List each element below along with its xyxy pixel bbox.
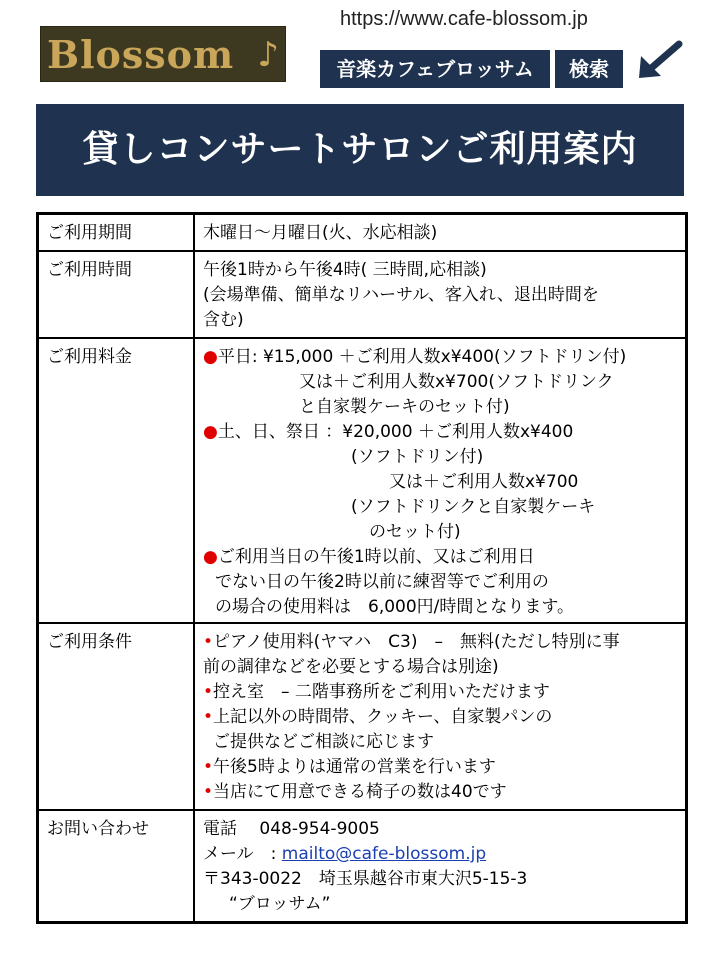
red-bullet-icon: • <box>203 707 214 727</box>
time-line: (会場準備、簡単なリハーサル、客入れ、退出時間を <box>203 285 599 305</box>
page-title-banner: 貸しコンサートサロンご利用案内 <box>36 104 684 196</box>
time-line: 含む) <box>203 310 244 330</box>
fee-weekend-line <box>203 420 677 445</box>
arrow-down-left-icon <box>635 40 683 82</box>
mail-label: メール : <box>203 844 277 864</box>
red-bullet-icon: • <box>203 782 214 802</box>
site-url[interactable]: https://www.cafe-blossom.jp <box>340 8 588 30</box>
blossom-logo[interactable] <box>40 26 286 82</box>
fee-text: 土、日、祭日 ：¥20,000 ＋ご利用人数x¥400 <box>217 422 574 442</box>
fee-weekday-line: 又は＋ご利用人数x¥700(ソフトドリンク <box>299 372 614 392</box>
row-time <box>38 251 687 338</box>
period-value: 木曜日～月曜日(火、水応相談) <box>194 214 687 252</box>
condition-item <box>203 680 677 705</box>
red-bullet-icon: • <box>203 632 214 652</box>
condition-item <box>203 630 677 655</box>
music-note-icon: ♪ <box>257 35 279 75</box>
fee-practice-line: の場合の使用料は 6,000円/時間となります。 <box>215 597 575 617</box>
condition-text: 当店にて用意できる椅子の数は40です <box>213 782 507 802</box>
condition-text: 午後5時よりは通常の営業を行います <box>213 757 496 777</box>
search-button[interactable]: 検索 <box>555 50 623 88</box>
row-fee <box>38 338 687 623</box>
logo-text: Blossom <box>47 32 235 77</box>
red-bullet-icon: ● <box>203 547 218 567</box>
condition-text: ピアノ使用料(ヤマハ C3) – 無料(ただし特別に事 <box>213 632 620 652</box>
time-label: ご利用時間 <box>38 251 195 338</box>
condition-item-cont: 前の調律などを必要とする場合は別途) <box>203 657 499 677</box>
fee-weekend-line: (ソフトドリンクと自家製ケーキ <box>351 497 596 517</box>
row-conditions <box>38 623 687 810</box>
fee-weekday-line: と自家製ケーキのセット付) <box>299 397 510 417</box>
fee-value <box>194 338 687 623</box>
condition-text: 控え室 – 二階事務所をご利用いただけます <box>213 682 550 702</box>
contact-label: お問い合わせ <box>38 810 195 923</box>
contact-address: 〒343-0022 埼玉県越谷市東大沢5-15-3 <box>203 869 528 889</box>
fee-weekend-line: (ソフトドリン付) <box>351 447 484 467</box>
condition-item-cont: ご提供などご相談に応じます <box>213 732 434 752</box>
red-bullet-icon: ● <box>203 422 218 442</box>
red-bullet-icon: ● <box>203 347 218 367</box>
contact-mail <box>203 842 677 867</box>
fee-weekday-line <box>203 345 677 370</box>
time-line: 午後1時から午後4時( 三時間,応相談) <box>203 260 487 280</box>
condition-item <box>203 705 677 730</box>
fee-weekend-line: のセット付) <box>369 522 461 542</box>
row-contact <box>38 810 687 923</box>
condition-text: 上記以外の時間帯、クッキー、自家製パンの <box>213 707 553 727</box>
fee-label: ご利用料金 <box>38 338 195 623</box>
contact-name: “ブロッサム” <box>229 894 331 914</box>
condition-item <box>203 755 677 780</box>
fee-practice-line <box>203 545 677 570</box>
row-period <box>38 214 687 252</box>
conditions-value <box>194 623 687 810</box>
red-bullet-icon: • <box>203 757 214 777</box>
period-label: ご利用期間 <box>38 214 195 252</box>
conditions-label: ご利用条件 <box>38 623 195 810</box>
fee-practice-line: でない日の午後2時以前に練習等でご利用の <box>215 572 549 592</box>
fee-weekend-line: 又は＋ご利用人数x¥700 <box>389 472 579 492</box>
mail-link[interactable]: mailto@cafe-blossom.jp <box>281 844 487 864</box>
contact-phone: 電話 048-954-9005 <box>203 819 380 839</box>
search-term-box[interactable]: 音楽カフェブロッサム <box>320 50 550 88</box>
red-bullet-icon: • <box>203 682 214 702</box>
condition-item <box>203 780 677 805</box>
fee-text: 平日: ¥15,000 ＋ご利用人数x¥400(ソフトドリン付) <box>217 347 627 367</box>
contact-value <box>194 810 687 923</box>
fee-text: ご利用当日の午後1時以前、又はご利用日 <box>217 547 535 567</box>
usage-info-table <box>36 212 688 924</box>
time-value <box>194 251 687 338</box>
